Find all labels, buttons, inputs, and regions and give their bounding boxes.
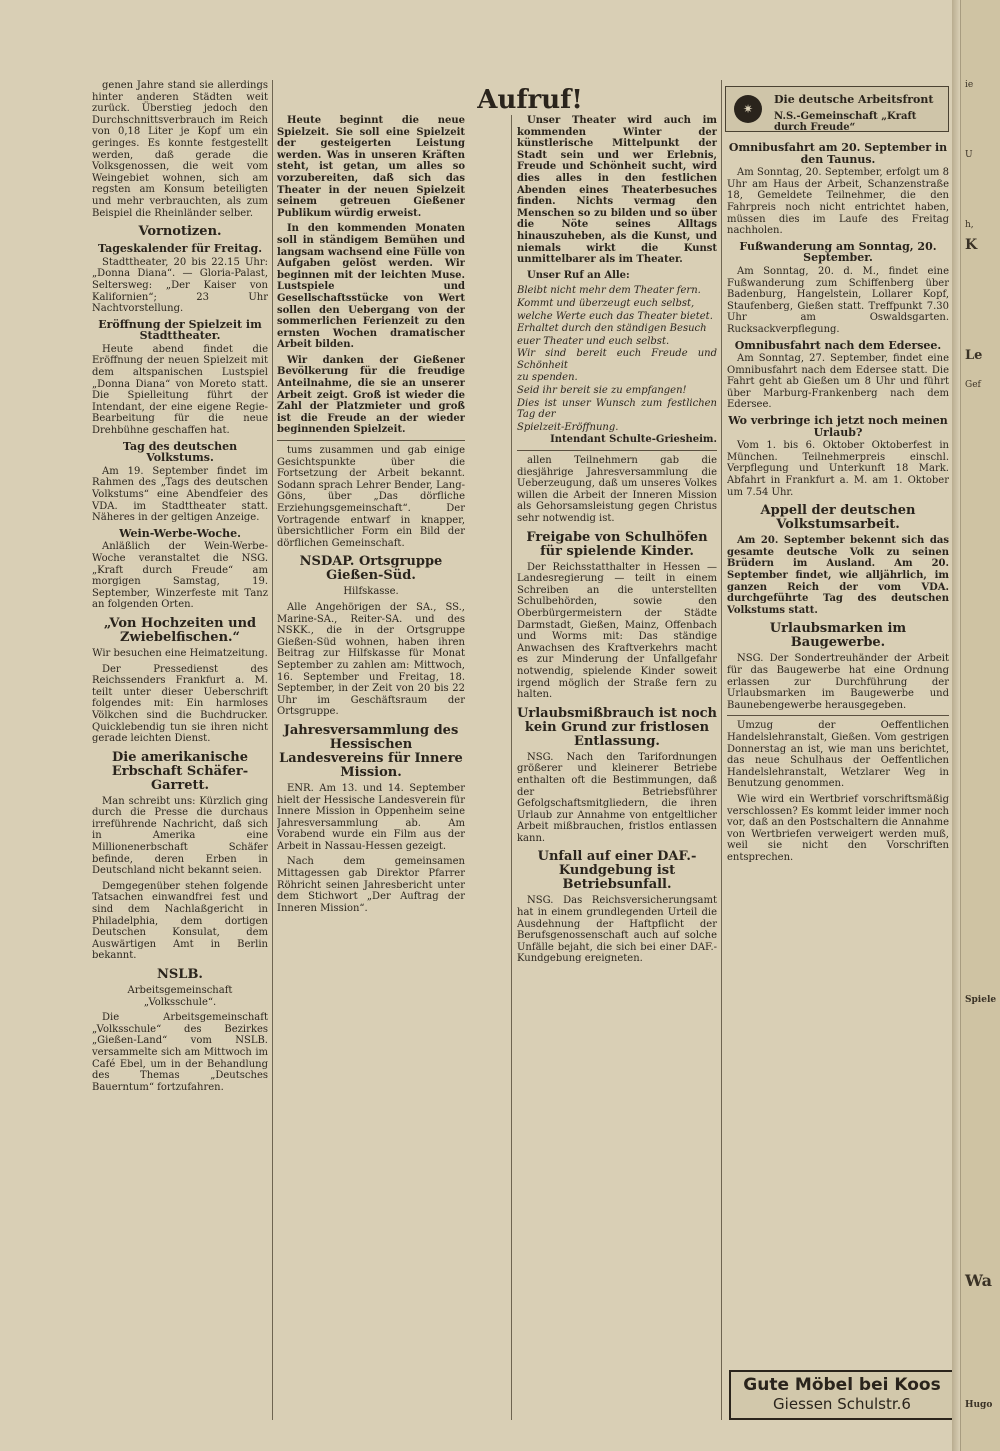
- column-divider: [272, 80, 273, 1420]
- koos-advertisement: [729, 1370, 955, 1420]
- column-divider: [511, 115, 512, 1420]
- heading-volkstum: Tag des deutschen Volkstums.: [122, 439, 238, 465]
- mission-text: ENR. Am 13. und 14. September hielt der Hessische Landesverein für Innere Mission in Oppenheim seine Jahresversammlung ab. Am Vorabend wurde ein Film aus der Arbeit in Nassau-Hessen gezeigt.: [277, 782, 465, 852]
- bau-text: NSG. Der Sondertreuhänder der Arbeit für das Baugewerbe hat eine Ordnung erlassen zur Durchführung der Urlaubsmarken im Baugewerbe und Baunebengewerbe herausgegeben.: [727, 653, 949, 711]
- teilnehmer-text: allen Teilnehmern gab die diesjährige Jahresversammlung die Ueberzeugung, daß um unseres Volkes willen die Arbeit der Inneren Mission als Gehorsamsleistung gegen Christus sehr notwendig ist.: [517, 455, 717, 524]
- nsdap-text: Alle Angehörigen der SA., SS., Marine-SA., Reiter-SA. und des NSKK., die in der Ortsgruppe Gießen-Süd wohnen, haben ihren Beitrag zur Hilfskasse für Monat September zu zahlen am: Mittwoch, 16. September und Freitag, 18. September, in der Zeit von 20 bis 22 Uhr im Geschäftsraum der Ortsgruppe.: [277, 601, 465, 718]
- handel-text: Umzug der Oeffentlichen Handelslehranstalt, Gießen. Vom gestrigen Donnerstag an ist, wie man uns berichtet, das neue Schulhaus der Oeffentlichen Handelslehranstalt, Wetzlarer Weg in Benutzung genommen.: [727, 720, 949, 790]
- heading-weinwerbe: Wein-Werbe-Woche.: [119, 526, 241, 540]
- poem-line: Seid ihr bereit sie zu empfangen!: [517, 385, 687, 397]
- heading-tageskalender: Tageskalender für Freitag.: [97, 242, 263, 256]
- taunus-text: Am Sonntag, 20. September, erfolgt um 8 Uhr am Haus der Arbeit, Schanzenstraße 18, Gemeldete Teilnehmer, die den Fahrpreis noch nicht entrichtet haben, müssen dies im Laufe des Freitag nachholen.: [727, 167, 949, 237]
- heading-eroeffnung: Eröffnung der Spielzeit im Stadttheater.: [98, 317, 262, 343]
- heading-hochzeiten: „Von Hochzeiten und Zwiebelfischen.“: [103, 615, 257, 645]
- heading-vornotizen: Vornotizen.: [138, 224, 222, 240]
- edge-fragment: Le: [965, 348, 983, 363]
- aufruf-call: Unser Ruf an Alle:: [527, 269, 630, 281]
- edge-fragment: K: [965, 237, 978, 253]
- ad-line-2: Giessen Schulstr.6: [773, 1395, 911, 1413]
- edersee-text: Am Sonntag, 27. September, findet eine Omnibusfahrt nach dem Edersee statt. Die Fahrt geht ab Gießen um 8 Uhr und führt über Marburg-Frankenberg nach dem Edersee.: [727, 353, 949, 411]
- nsdap-subtitle: Hilfskasse.: [343, 586, 399, 598]
- daf-subtitle: N.S.-Gemeinschaft „Kraft durch Freude“: [774, 111, 917, 133]
- eroeffnung-text: Heute abend findet die Eröffnung der neuen Spielzeit mit dem altspanischen Lustspiel „Donna Diana“ von Moreto statt. Die Spielleitung führt der Intendant, der eine eigene Regie-Bearbeitung für die neue Drehbühne geschaffen hat.: [92, 343, 268, 437]
- erbschaft-text: Man schreibt uns: Kürzlich ging durch die Presse die durchaus irreführende Nachricht, daß sich in Amerika eine Millionenerbschaft Schäfer befinde, deren Erben in Deutschland nicht bekannt seien.: [92, 795, 268, 877]
- bauern-text: tums zusammen und gab einige Gesichtspunkte über die Fortsetzung der Arbeit bekannt. Sodann sprach Lehrer Bender, Lang-Göns, über „Das dörfliche Erziehungsgemeinschaft“. Der Vortragende entwarf in knapper, übersichtlicher Form ein Bild der dörflichen Gemeinschaft.: [277, 445, 465, 549]
- edge-fragment: Wa: [965, 1271, 992, 1290]
- poem-line: Bleibt nicht mehr dem Theater fern.: [517, 285, 701, 297]
- heading-mission: Jahresversammlung des Hessischen Landesvereins für Innere Mission.: [279, 722, 463, 780]
- section-rule: [517, 450, 717, 451]
- urlaub-question: Wo verbringe ich jetzt noch meinen Urlaub?: [728, 414, 948, 439]
- heading-bau: Urlaubsmarken im Baugewerbe.: [769, 621, 907, 651]
- spielzeit-text-2: In den kommenden Monaten soll in ständigem Bemühen und langsam wachsend eine Fülle von Aufgaben gelöst werden. Wir beginnen mit der leichten Muse. Lustspiele und Gesellschaftsstücke von Wert sollen den Uebergang von der sommerlichen Ferienzeit zu den ernsten Wochen dramatischer Arbeit bilden.: [277, 223, 465, 351]
- poem-line: Wir sind bereit euch Freude und Schönheit: [517, 348, 717, 371]
- intro-text: genen Jahre stand sie allerdings hinter anderen Städten weit zurück. Überstieg jedoch den Durchschnittsverbrauch im Reich von 0,18 Liter je Kopf um ein geringes. Es konnte festgestellt werden, daß gerade die Volksgenossen, die weit vom Weingebiet wohnen, sich am regsten am Konsum beteiligten und mehr verbrauchten, als zum Beispiel die Rheinländer selber.: [92, 80, 268, 219]
- daf-logo-icon: ✷: [734, 95, 762, 123]
- heading-schulhoefe: Freigabe von Schulhöfen für spielende Kinder.: [526, 529, 708, 559]
- erbschaft-text-2: Demgegenüber stehen folgende Tatsachen einwandfrei fest und sind dem Nachlaßgericht in Philadelphia, dem dortigen Deutschen Konsulat, dem Auswärtigen Amt in Berlin bekannt.: [92, 880, 268, 962]
- poem-line: Erhaltet durch den ständigen Besuch: [517, 323, 707, 335]
- hochzeiten-text: Der Pressedienst des Reichssenders Frankfurt a. M. teilt unter dieser Ueberschrift folgendes mit: Ein harmloses Völkchen sind die Buchdrucker. Quicklebendig tun sie ihren nicht gerade leichten Dienst.: [92, 663, 268, 745]
- edge-fragment: U: [965, 150, 973, 160]
- mission-text-2: Nach dem gemeinsamen Mittagessen gab Direktor Pfarrer Röhricht seinen Jahresbericht unter dem Stichwort „Der Auftrag der Inneren Mission“.: [277, 856, 465, 914]
- brief-text: Wie wird ein Wertbrief vorschriftsmäßig verschlossen? Es kommt leider immer noch vor, daß an den Postschaltern die Annahme von Wertbriefen verweigert werden muß, weil sie nicht den Vorschriften entsprechen.: [727, 793, 949, 863]
- heading-appell: Appell der deutschen Volkstumsarbeit.: [760, 503, 916, 533]
- daf-header-box: [725, 86, 949, 132]
- column-3: [517, 115, 717, 1420]
- column-2: [277, 115, 465, 1420]
- heading-fuss: Fußwanderung am Sonntag, 20. September.: [739, 239, 937, 265]
- heading-taunus: Omnibusfahrt am 20. September in den Taunus.: [728, 141, 948, 166]
- unfall-text: NSG. Das Reichsversicherungsamt hat in einem grundlegenden Urteil die Ausdehnung der Haftpflicht der Berufsgenossenschaft auch auf solche Unfälle bejaht, die sich bei einer DAF.-Kundgebung ereigneten.: [517, 895, 717, 965]
- aufruf-signature: Intendant Schulte-Griesheim.: [550, 434, 717, 446]
- heading-urlaub: Urlaubsmißbrauch ist noch kein Grund zur fristlosen Entlassung.: [517, 705, 717, 749]
- volkstum-text: Am 19. September findet im Rahmen des „Tags des deutschen Volkstums“ eine Abendfeier des VDA. im Stadttheater statt. Näheres in der geltigen Anzeige.: [92, 465, 268, 524]
- edge-fragment: h,: [965, 220, 974, 230]
- schulhoefe-text: Der Reichsstatthalter in Hessen — Landesregierung — teilt in einem Schreiben an die unterstellten Schulbehörden, sowie den Oberbürgermeistern der Städte Darmstadt, Gießen, Mainz, Offenbach und Worms mit: Das ständige Anwachsen des Kraftverkehrs macht es zur Minderung der Unfallgefahr notwendig, spielende Kinder soweit irgend möglich der Straße fern zu halten.: [517, 561, 717, 701]
- poem-line: Spielzeit-Eröffnung.: [517, 421, 619, 433]
- nslb-subtitle: Arbeitsgemeinschaft „Volksschule“.: [127, 985, 233, 1008]
- edge-fragment: Gef: [965, 380, 981, 390]
- edge-fragment: ie: [965, 80, 974, 90]
- spielzeit-text: Heute beginnt die neue Spielzeit. Sie soll eine Spielzeit der gesteigerten Leistung werden. Was in unseren Kräften steht, ist getan, um alles so vorzubereiten, daß sich das Theater in der neuen Spielzeit seinem getreuen Gießener Publikum würdig erweist.: [277, 115, 465, 219]
- heading-nslb: NSLB.: [157, 967, 203, 982]
- section-rule: [277, 440, 465, 441]
- poem-line: zu spenden.: [517, 372, 578, 384]
- weinwerbe-text: Anläßlich der Wein-Werbe-Woche veranstaltet die NSG. „Kraft durch Freude“ am morgigen Samstag, 19. September, Winzerfeste mit Tanz an folgenden Orten.: [92, 541, 268, 611]
- aufruf-title: Aufruf!: [477, 85, 583, 115]
- poem-line: Dies ist unser Wunsch zum festlichen Tag der: [517, 397, 717, 421]
- page-gutter: [952, 0, 960, 1451]
- column-1: [92, 80, 268, 1420]
- poem-line: welche Werte euch das Theater bietet.: [517, 310, 713, 322]
- appell-text: Am 20. September bekennt sich das gesamte deutsche Volk zu seinen Brüdern im Ausland. Am 20. September findet, wie alljährlich, im ganzen Reich der vom VDA. durchgeführte Tag des deutschen Volkstums statt.: [727, 535, 949, 616]
- ad-line-1: Gute Möbel bei Koos: [743, 1375, 941, 1395]
- urlaub-text: NSG. Nach den Tarifordnungen größerer und kleinerer Betriebe enthalten oft die Bestimmungen, daß der Betriebsführer Gefolgschaftsmitgliedern, die ihren Urlaub zur Annahme von entgeltlicher Arbeit mißbrauchen, fristlos entlassen kann.: [517, 751, 717, 844]
- poem-line: Kommt und überzeugt euch selbst,: [517, 297, 695, 309]
- adjacent-page-edge: [960, 0, 1000, 1451]
- urlaub-list-text: Vom 1. bis 6. Oktober Oktoberfest in München. Teilnehmerpreis einschl. Verpflegung und Unterkunft 18 Mark. Abfahrt in Frankfurt a. M. am 1. Oktober um 7.54 Uhr.: [727, 440, 949, 498]
- hochzeiten-subtitle: Wir besuchen eine Heimatzeitung.: [92, 647, 268, 659]
- aufruf-poem: [517, 285, 717, 433]
- poem-line: euer Theater und euch selbst.: [517, 335, 670, 347]
- edge-fragment: Spiele: [965, 995, 997, 1005]
- section-rule: [727, 715, 949, 716]
- daf-title: Die deutsche Arbeitsfront: [774, 93, 934, 106]
- heading-nsdap: NSDAP. Ortsgruppe Gießen-Süd.: [299, 554, 443, 584]
- spielzeit-text-3: Wir danken der Gießener Bevölkerung für die freudige Anteilnahme, die sie an unserer Arbeit zeigt. Groß ist wieder die Zahl der Platzmieter und groß ist die Freude an der wieder beginnenden Spielzeit.: [277, 354, 465, 436]
- heading-edersee: Omnibusfahrt nach dem Edersee.: [734, 338, 942, 352]
- edge-fragment: Hugo: [965, 1400, 993, 1410]
- heading-erbschaft: Die amerikanische Erbschaft Schäfer-Garrett.: [111, 749, 249, 793]
- heading-unfall: Unfall auf einer DAF.-Kundgebung ist Betriebsunfall.: [537, 849, 697, 893]
- tageskalender-text: Stadttheater, 20 bis 22.15 Uhr: „Donna Diana“. — Gloria-Palast, Seltersweg: „Der Kaiser von Kalifornien“; 23 Uhr Nachtvorstellung.: [92, 256, 268, 315]
- nslb-text: Die Arbeitsgemeinschaft „Volksschule“ des Bezirkes „Gießen-Land“ vom NSLB. versammelte sich am Mittwoch im Café Ebel, um in der Behandlung des Themas „Deutsches Bauerntum“ fortzufahren.: [92, 1012, 268, 1093]
- aufruf-text: Unser Theater wird auch im kommenden Winter der künstlerische Mittelpunkt der Stadt sein und wer Erlebnis, Freude und Schönheit sucht, wird dies alles in den festlichen Abenden eines Theaterbesuches finden. Nichts vermag den Menschen so zu bilden und so über die Nöte seines Alltags hinauszuheben, als die Kunst, und niemals wirkt die Kunst unmittelbarer als im Theater.: [517, 115, 717, 266]
- column-divider: [721, 80, 722, 1420]
- fuss-text: Am Sonntag, 20. d. M., findet eine Fußwanderung zum Schiffenberg über Badenburg, Hangelstein, Lollarer Kopf, Staufenberg, Gießen statt. Treffpunkt 7.30 Uhr am Oswaldsgarten. Rucksackverpflegung.: [727, 265, 949, 335]
- column-4: [727, 138, 949, 1363]
